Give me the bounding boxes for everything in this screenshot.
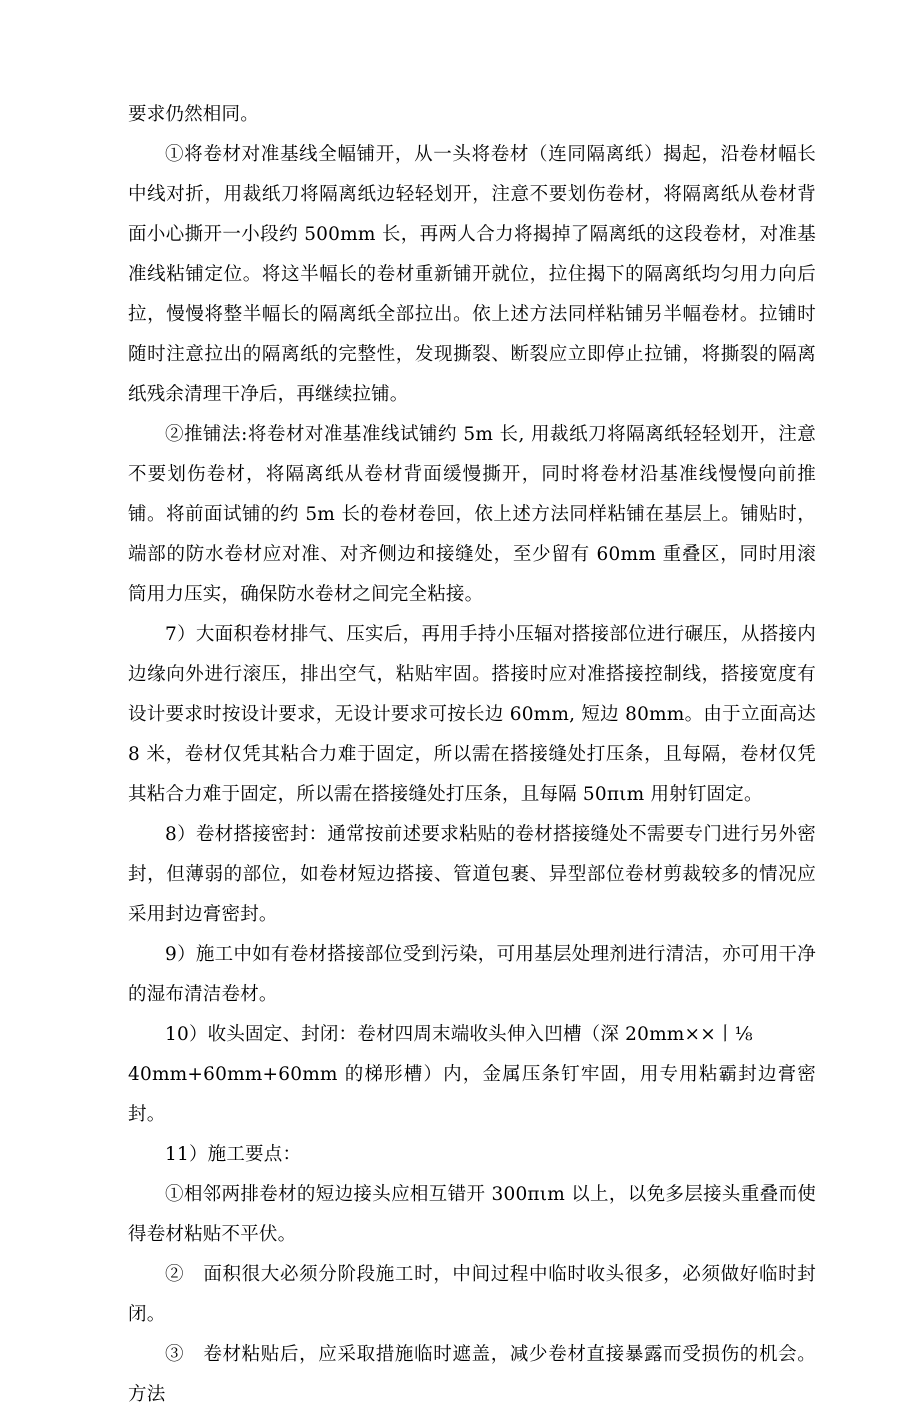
- paragraph: 8）卷材搭接密封：通常按前述要求粘贴的卷材搭接缝处不需要专门进行另外密封，但薄弱的部位，如卷材短边搭接、管道包裹、异型部位卷材剪裁较多的情况应采用封边膏密封。: [128, 824, 816, 925]
- paragraph: ①相邻两排卷材的短边接头应相互错开 300πιm 以上，以免多层接头重叠而使得卷材粘贴不平伏。: [128, 1184, 816, 1245]
- document-body: [128, 95, 816, 1415]
- paragraph: ②推铺法:将卷材对准基准线试铺约 5m 长, 用裁纸刀将隔离纸轻轻划开，注意不要划伤卷材，将隔离纸从卷材背面缓慢撕开，同时将卷材沿基准线慢慢向前推铺。将前面试铺的约 5m 长的卷材卷回，依上述方法同样粘铺在基层上。铺贴时，端部的防水卷材应对准、对齐侧边和接缝处，至少留有 60mm 重叠区，同时用滚筒用力压实，确保防水卷材之间完全粘接。: [128, 424, 816, 605]
- paragraph: 9）施工中如有卷材搭接部位受到污染，可用基层处理剂进行清洁，亦可用干净的湿布清洁卷材。: [128, 944, 816, 1005]
- paragraph: 11）施工要点：: [165, 1144, 302, 1165]
- paragraph: 40mm+60mm+60mm 的梯形槽）内，金属压条钉牢固，用专用粘霸封边膏密封。: [128, 1064, 816, 1125]
- paragraph: 7）大面积卷材排气、压实后，再用手持小压辐对搭接部位进行碾压，从搭接内边缘向外进行滚压，排出空气，粘贴牢固。搭接时应对准搭接控制线，搭接宽度有设计要求时按设计要求，无设计要求可按长边 60mm, 短边 80mm。由于立面高达 8 米，卷材仅凭其粘合力难于固定，所以需在搭接缝处打压条，且每隔，卷材仅凭其粘合力难于固定，所以需在搭接缝处打压条，且每隔 50πιm 用射钉固定。: [128, 624, 816, 805]
- paragraph: ② 面积很大必须分阶段施工时，中间过程中临时收头很多，必须做好临时封闭。: [128, 1264, 816, 1325]
- paragraph: ③ 卷材粘贴后，应采取措施临时遮盖，减少卷材直接暴露而受损伤的机会。方法: [128, 1344, 816, 1405]
- paragraph: 10）收头固定、封闭：卷材四周末端收头伸入凹槽（深 20mm××丨⅛: [165, 1024, 753, 1045]
- paragraph: ①将卷材对准基线全幅铺开，从一头将卷材（连同隔离纸）揭起，沿卷材幅长中线对折，用裁纸刀将隔离纸边轻轻划开，注意不要划伤卷材，将隔离纸从卷材背面小心撕开一小段约 500mm 长，再两人合力将揭掉了隔离纸的这段卷材，对准基准线粘铺定位。将这半幅长的卷材重新铺开就位，拉住揭下的隔离纸均匀用力向后拉，慢慢将整半幅长的隔离纸全部拉出。依上述方法同样粘铺另半幅卷材。拉铺时随时注意拉出的隔离纸的完整性，发现撕裂、断裂应立即停止拉铺，将撕裂的隔离纸残余清理干净后，再继续拉铺。: [128, 144, 816, 405]
- paragraph: 要求仍然相同。: [128, 104, 259, 125]
